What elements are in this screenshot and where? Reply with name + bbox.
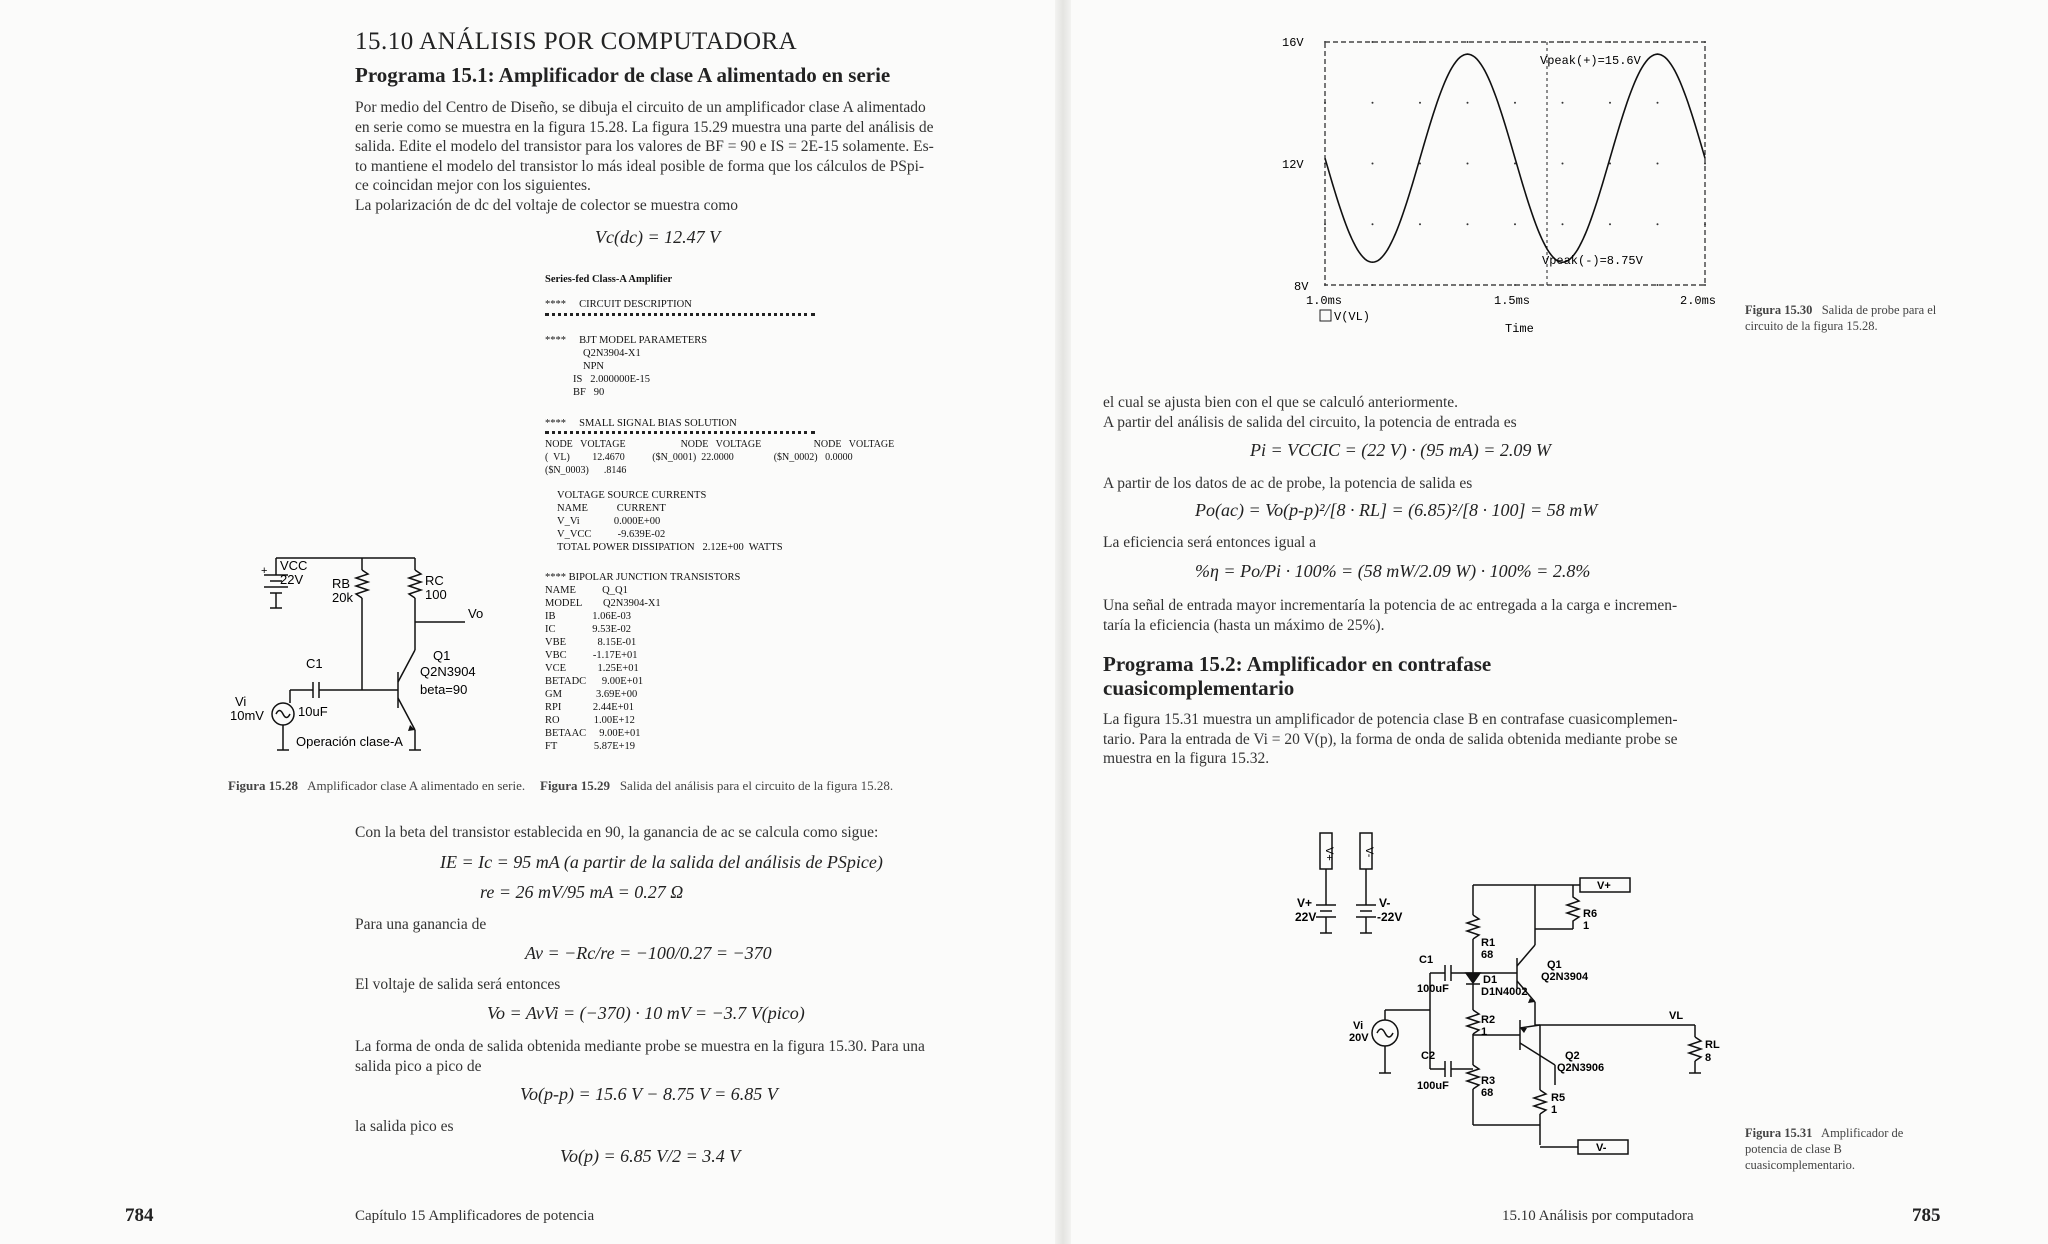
vcc-label: VCC [280, 558, 308, 573]
spice-bjt-tr-line: NAME Q_Q1 [545, 585, 628, 596]
vplus-value: 22V [1295, 910, 1317, 924]
rb-label: RB [332, 576, 351, 591]
section-title: 15.10 ANÁLISIS POR COMPUTADORA [355, 28, 798, 55]
annotation-max: Vpeak(+)=15.6V [1540, 54, 1641, 68]
grid-dot [1514, 284, 1516, 286]
spice-vs-line: NAME CURRENT [557, 503, 666, 514]
grid-dot [1609, 284, 1611, 286]
equation-vp: Vo(p) = 6.85 V/2 = 3.4 V [560, 1146, 741, 1166]
r1-value: 68 [1481, 949, 1494, 961]
spice-vs-line: TOTAL POWER DISSIPATION 2.12E+00 WATTS [557, 542, 783, 553]
grid-dot [1514, 223, 1516, 225]
spice-bjt-line: NPN [583, 361, 605, 372]
equation-efficiency: %η = Po/Pi · 100% = (58 mW/2.09 W) · 100% = 2.8% [1195, 561, 1591, 581]
c1-value: 100uF [1417, 983, 1449, 995]
text-line: muestra en la figura 15.32. [1103, 750, 1270, 767]
operation-label: Operación clase-A [296, 734, 403, 749]
dotted-rule [545, 313, 815, 316]
x-tick-label: 1.5ms [1494, 294, 1531, 308]
caption-fig-15-30 [1745, 302, 1945, 334]
rail-top-label: V+ [1597, 880, 1611, 892]
spice-vs-line: V_Vi 0.000E+00 [557, 516, 661, 527]
grid-dot [1372, 284, 1374, 286]
text-line: La polarización de dc del voltaje de colector se muestra como [355, 196, 739, 214]
y-tick-label: 16V [1282, 36, 1304, 50]
grid-dot [1324, 41, 1326, 43]
spice-bjt-header: **** BJT MODEL PARAMETERS [545, 335, 708, 346]
q1-model: Q2N3904 [1541, 971, 1589, 983]
grid-dot [1657, 163, 1659, 165]
r3-value: 68 [1481, 1087, 1494, 1099]
q2-model: Q2N3906 [1557, 1062, 1605, 1074]
legend-marker-icon [1320, 310, 1331, 321]
grid-dot [1609, 102, 1611, 104]
vminus-label: V- [1379, 896, 1391, 910]
grid-dot [1704, 223, 1706, 225]
vi-value: 10mV [230, 708, 264, 723]
legend-label: V(VL) [1334, 310, 1371, 324]
spice-bjt-tr-line: VBE 8.15E-01 [545, 637, 637, 648]
grid-dot [1419, 41, 1421, 43]
c2-label: C2 [1421, 1050, 1436, 1062]
footer-right: 15.10 Análisis por computadora [1502, 1208, 1694, 1224]
grid-dot [1704, 41, 1706, 43]
grid-dot [1562, 223, 1564, 225]
x-axis-label: Time [1505, 322, 1534, 336]
q2-emitter-arrow [1520, 1028, 1527, 1033]
text-line: A partir del análisis de salida del circuito, la potencia de entrada es [1103, 413, 1517, 431]
spice-vs-line: VOLTAGE SOURCE CURRENTS [557, 490, 707, 501]
circuit-fig-15-31 [1285, 825, 1725, 1175]
spice-node-line: NODE VOLTAGE NODE VOLTAGE NODE VOLTAGE [545, 439, 895, 450]
grid-dot [1704, 102, 1706, 104]
y-tick-label: 8V [1294, 280, 1309, 294]
grid-dot [1467, 41, 1469, 43]
intro-paragraph [355, 98, 965, 215]
equation-pi: Pi = VCCIC = (22 V) · (95 mA) = 2.09 W [1250, 440, 1551, 460]
d1-label: D1 [1483, 974, 1498, 986]
r1-label: R1 [1481, 937, 1496, 949]
text-line: salida. Edite el modelo del transistor para los valores de BF = 90 e IS = 2E-15 solamente. Es- [355, 138, 934, 155]
caption-text: Amplificador de potencia de clase B cuasicomplementario. [1745, 1126, 1904, 1172]
text-line: La forma de onda de salida obtenida mediante probe se muestra en la figura 15.30. Para una [355, 1038, 925, 1055]
vout-text: El voltaje de salida será entonces [355, 976, 561, 993]
grid-dot [1419, 223, 1421, 225]
program2-title [1103, 652, 1491, 700]
spice-bjt-tr-header: **** BIPOLAR JUNCTION TRANSISTORS [545, 572, 741, 583]
title-line: Programa 15.2: Amplificador en contrafase [1103, 652, 1492, 676]
rail-bottom-label: V- [1596, 1142, 1607, 1154]
gain-text: Para una ganancia de [355, 916, 487, 933]
spice-bjt-tr-line: BETADC 9.00E+01 [545, 676, 644, 687]
grid-dot [1467, 163, 1469, 165]
equation-re: re = 26 mV/95 mA = 0.27 Ω [480, 882, 684, 902]
circuit-fig-15-28 [220, 540, 500, 770]
y-tick-label: 12V [1282, 158, 1304, 172]
text-line: to mantiene el modelo del transistor lo más ideal posible de forma que los cálculos de PSpi- [355, 157, 925, 175]
grid-dot [1657, 284, 1659, 286]
spice-bjt-tr-line: FT 5.87E+19 [545, 741, 636, 752]
grid-dot [1657, 102, 1659, 104]
caption-fig-15-29 [540, 778, 1000, 794]
equation-vpp: Vo(p-p) = 15.6 V − 8.75 V = 6.85 V [520, 1084, 778, 1104]
text-line: salida pico a pico de [355, 1057, 482, 1075]
spice-bjt-tr-line: RPI 2.44E+01 [545, 702, 635, 713]
dotted-rule [545, 431, 815, 434]
q1-label: Q1 [1547, 959, 1562, 971]
spice-bjt-tr-line: VCE 1.25E+01 [545, 663, 639, 674]
text-line: en serie como se muestra en la figura 15.28. La figura 15.29 muestra una parte del análisis de [355, 118, 934, 136]
rc-value: 100 [425, 587, 447, 602]
grid-dot [1467, 223, 1469, 225]
text-line: tario. Para la entrada de Vi = 20 V(p), la forma de onda de salida obtenida mediante probe se [1103, 730, 1678, 748]
caption-text: Amplificador clase A alimentado en serie. [307, 778, 526, 793]
caption-number: Figura 15.29 [540, 778, 611, 793]
spice-bjt-tr-line: IB 1.06E-03 [545, 611, 632, 622]
rc-label: RC [425, 573, 444, 588]
caption-number: Figura 15.28 [228, 778, 299, 793]
vplus-probe-label: V+ [1323, 847, 1335, 861]
equation-av: Av = −Rc/re = −100/0.27 = −370 [525, 943, 772, 963]
spice-bjt-tr-line: BETAAC 9.00E+01 [545, 728, 641, 739]
text-line: Por medio del Centro de Diseño, se dibuja el circuito de un amplificador clase A alimentado [355, 99, 926, 116]
larger-signal-paragraph [1103, 596, 1723, 635]
program2-paragraph [1103, 710, 1723, 769]
footer-left: Capítulo 15 Amplificadores de potencia [355, 1208, 595, 1224]
spice-bjt-tr-line: RO 1.00E+12 [545, 715, 635, 726]
q1-label: Q1 [433, 648, 451, 663]
grid-dot [1704, 163, 1706, 165]
rb-value: 20k [332, 590, 353, 605]
r6-value: 1 [1583, 920, 1590, 932]
c1-value: 10uF [298, 704, 328, 719]
text-line: Una señal de entrada mayor incrementaría la potencia de ac entregada a la carga e incremen- [1103, 597, 1678, 614]
c2-value: 100uF [1417, 1080, 1449, 1092]
title-line: cuasicomplementario [1103, 676, 1295, 700]
grid-dot [1324, 284, 1326, 286]
grid-dot [1562, 102, 1564, 104]
probe-paragraph [355, 1037, 965, 1076]
grid-dot [1609, 223, 1611, 225]
grid-dot [1372, 41, 1374, 43]
text-line: La figura 15.31 muestra un amplificador de potencia clase B en contrafase cuasicomplemen- [1103, 711, 1678, 728]
c1-label: C1 [306, 656, 323, 671]
q1-beta: beta=90 [420, 682, 468, 697]
spice-bjt-tr-line: GM 3.69E+00 [545, 689, 638, 700]
r6-label: R6 [1583, 908, 1598, 920]
equation-vo: Vo = AvVi = (−370) · 10 mV = −3.7 V(pico) [487, 1003, 805, 1023]
grid-dot [1324, 102, 1326, 104]
probe-data-text: A partir de los datos de ac de probe, la potencia de salida es [1103, 475, 1473, 492]
spice-bjt-line: IS 2.000000E-15 [573, 374, 650, 385]
text-after-plot [1103, 393, 1723, 432]
rl-value: 8 [1705, 1052, 1712, 1064]
vminus-value: -22V [1377, 910, 1403, 924]
grid-dot [1467, 284, 1469, 286]
spice-bjt-tr-line: VBC -1.17E+01 [545, 650, 638, 661]
r2-label: R2 [1481, 1014, 1496, 1026]
equation-ie: IE = Ic = 95 mA (a partir de la salida del análisis de PSpice) [440, 852, 883, 872]
grid-dot [1419, 284, 1421, 286]
rl-label: RL [1705, 1039, 1720, 1051]
spice-bias-header: **** SMALL SIGNAL BIAS SOLUTION [545, 418, 737, 429]
vi-label: Vi [1353, 1020, 1364, 1032]
page-number-left: 784 [125, 1205, 154, 1226]
caption-fig-15-28 [228, 778, 528, 794]
efficiency-text: La eficiencia será entonces igual a [1103, 534, 1317, 551]
probe-plot-fig-15-30 [1280, 28, 1720, 348]
r5-value: 1 [1551, 1104, 1558, 1116]
vi-value: 20V [1349, 1032, 1369, 1044]
q1-model: Q2N3904 [420, 664, 476, 679]
grid-dot [1657, 41, 1659, 43]
vi-label: Vi [235, 694, 247, 709]
vplus-label: V+ [1297, 896, 1313, 910]
page-number-right: 785 [1912, 1205, 1941, 1226]
text-line: taría la eficiencia (hasta un máximo de 25%). [1103, 616, 1385, 634]
q2-label: Q2 [1565, 1050, 1580, 1062]
x-tick-label: 2.0ms [1680, 294, 1717, 308]
d1-model: D1N4002 [1481, 986, 1528, 998]
grid-dot [1467, 102, 1469, 104]
plus-sign: + [261, 565, 268, 577]
r5-label: R5 [1551, 1092, 1566, 1104]
spice-circuit-desc: **** CIRCUIT DESCRIPTION [545, 299, 692, 310]
spice-bjt-line: BF 90 [573, 387, 605, 398]
caption-number: Figura 15.30 [1745, 303, 1813, 317]
spice-node-line: ( VL) 12.4670 ($N_0001) 22.0000 ($N_0002) 0.0000 [545, 452, 853, 463]
vminus-probe-label: V- [1363, 847, 1375, 858]
vcc-value: 22V [280, 572, 304, 587]
grid-dot [1562, 163, 1564, 165]
grid-dot [1562, 41, 1564, 43]
spice-output [545, 273, 1025, 753]
spice-bjt-line: Q2N3904-X1 [583, 348, 641, 359]
vl-label: VL [1669, 1010, 1684, 1022]
grid-dot [1372, 102, 1374, 104]
caption-number: Figura 15.31 [1745, 1126, 1813, 1140]
grid-dot [1372, 223, 1374, 225]
caption-fig-15-31 [1745, 1125, 1945, 1173]
grid-dot [1419, 102, 1421, 104]
annotation-min: Vpeak(-)=8.75V [1542, 254, 1643, 268]
c1-label: C1 [1419, 954, 1434, 966]
grid-dot [1324, 223, 1326, 225]
program-title: Programa 15.1: Amplificador de clase A alimentado en serie [355, 63, 891, 87]
grid-dot [1562, 284, 1564, 286]
grid-dot [1657, 223, 1659, 225]
r3-label: R3 [1481, 1075, 1496, 1087]
grid-dot [1704, 284, 1706, 286]
grid-dot [1514, 41, 1516, 43]
vo-label: Vo [468, 606, 484, 621]
spice-bjt-tr-line: IC 9.53E-02 [545, 624, 632, 635]
caption-text: Salida del análisis para el circuito de la figura 15.28. [619, 778, 894, 793]
gain-intro: Con la beta del transistor establecida en 90, la ganancia de ac se calcula como sigue: [355, 824, 879, 841]
x-tick-label: 1.0ms [1306, 294, 1343, 308]
r2-value: 1 [1481, 1026, 1488, 1038]
spice-node-line: ($N_0003) .8146 [545, 465, 627, 476]
text-line: el cual se ajusta bien con el que se calculó anteriormente. [1103, 394, 1459, 411]
spice-title: Series-fed Class-A Amplifier [545, 274, 673, 285]
series-line-vvl [1325, 54, 1705, 262]
peak-text: la salida pico es [355, 1118, 454, 1135]
caption-text: Salida de probe para el circuito de la figura 15.28. [1745, 303, 1937, 333]
spice-vs-line: V_VCC -9.639E-02 [557, 529, 666, 540]
equation-vcdc: Vc(dc) = 12.47 V [595, 227, 721, 247]
grid-dot [1372, 163, 1374, 165]
equation-po: Po(ac) = Vo(p-p)²/[8 · RL] = (6.85)²/[8 · 100] = 58 mW [1195, 500, 1598, 520]
spice-bjt-tr-line: MODEL Q2N3904-X1 [545, 598, 661, 609]
grid-dot [1514, 102, 1516, 104]
text-line: ce coincidan mejor con los siguientes. [355, 177, 591, 194]
book-gutter [1055, 0, 1071, 1244]
grid-dot [1609, 41, 1611, 43]
